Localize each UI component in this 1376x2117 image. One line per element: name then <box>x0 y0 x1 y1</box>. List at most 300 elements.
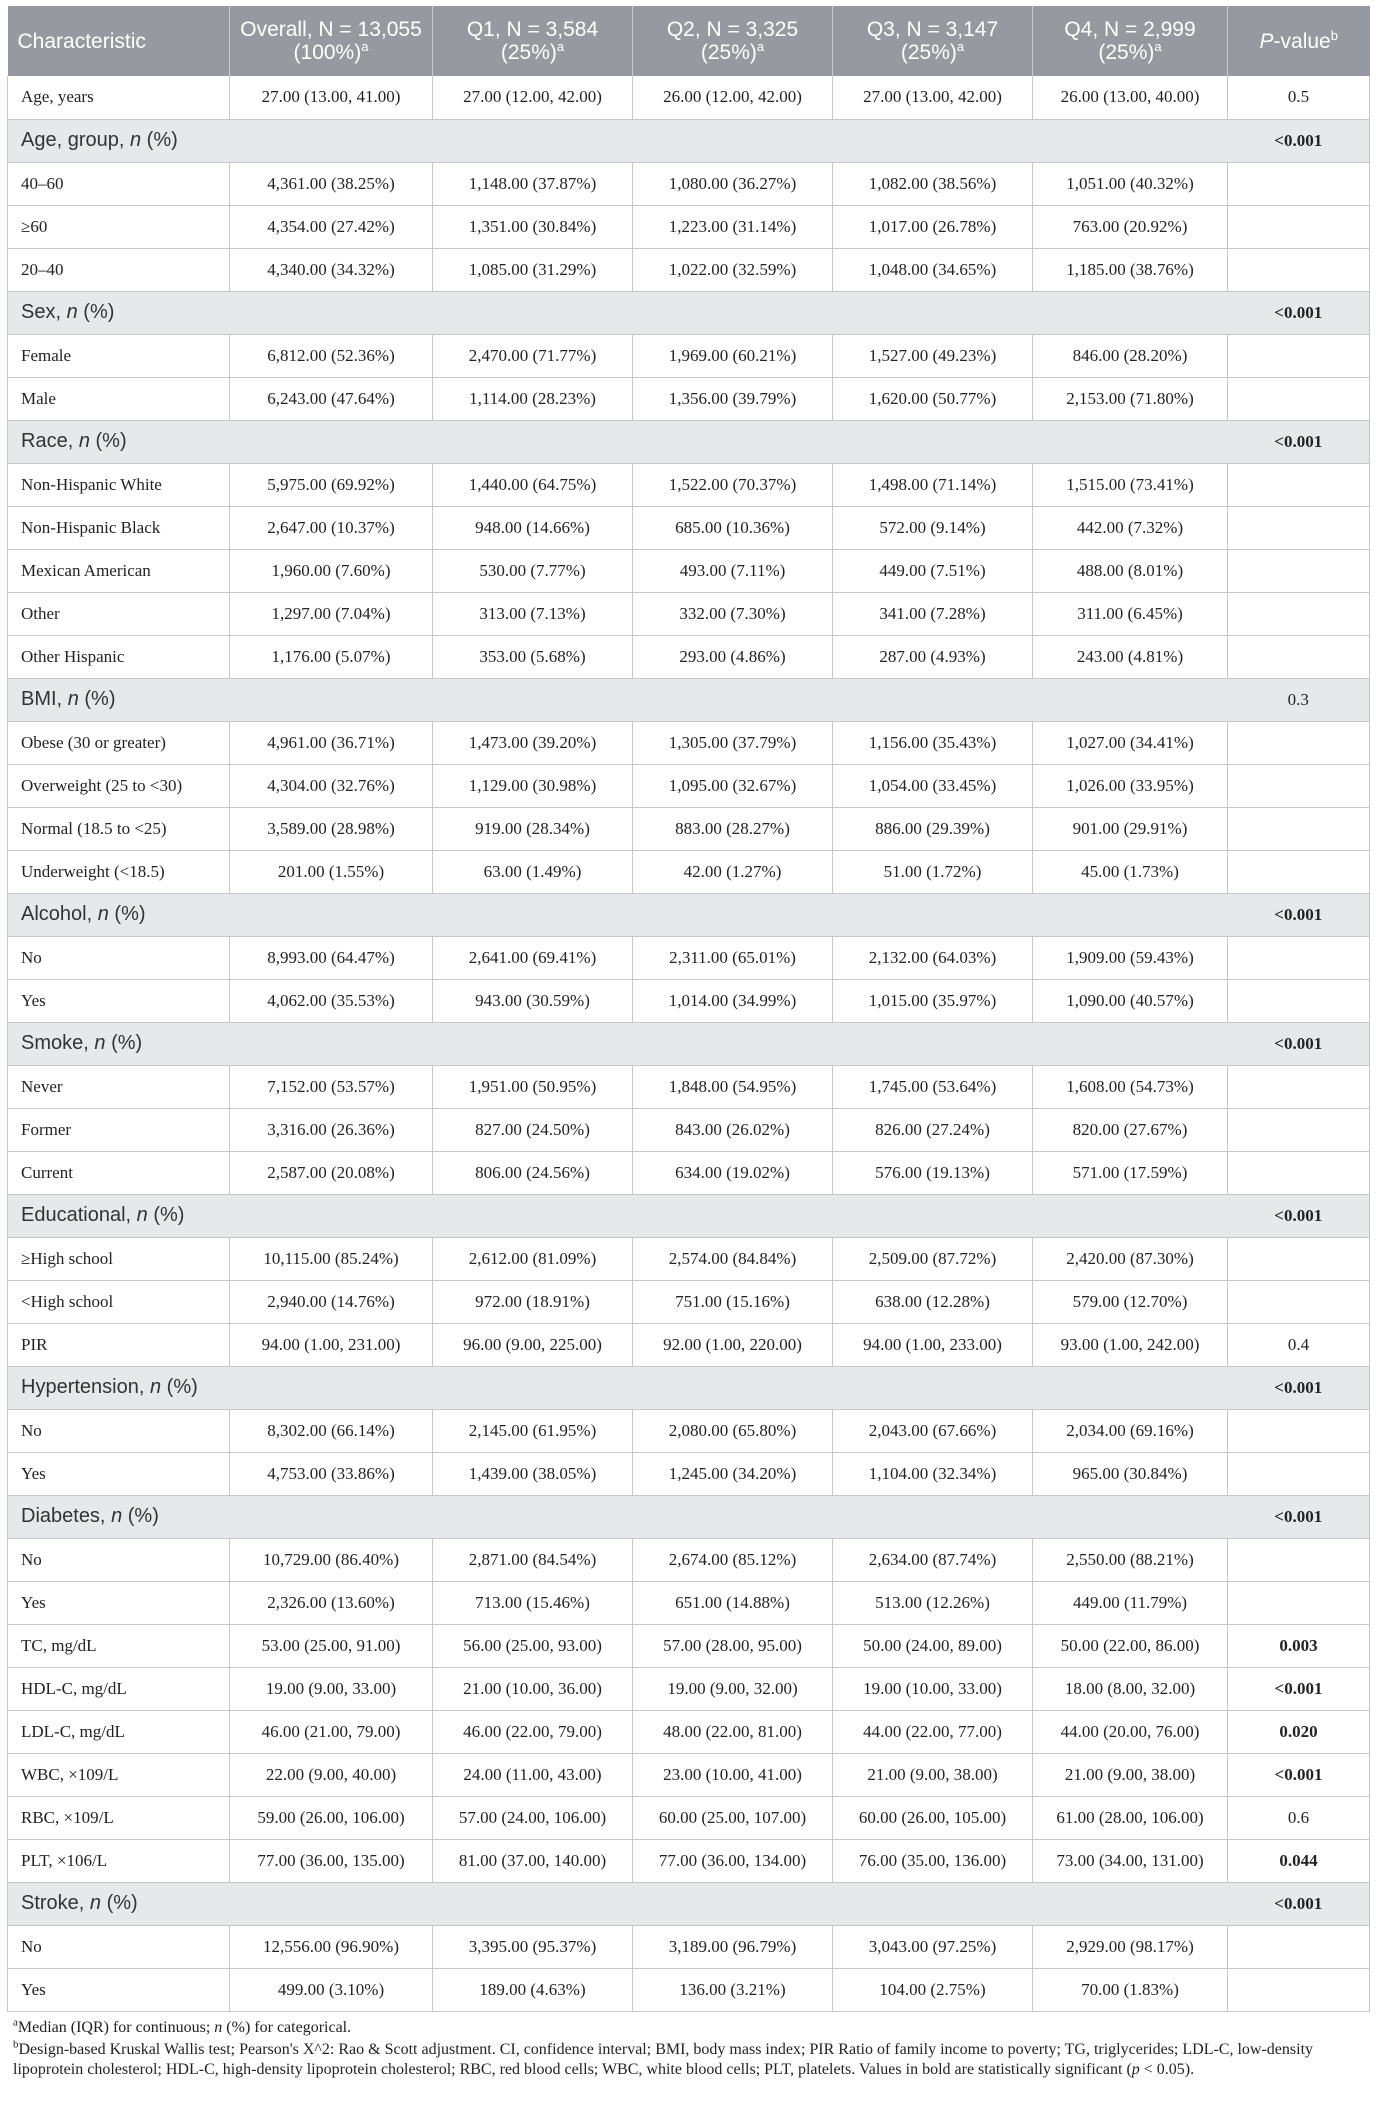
table-row <box>8 1452 1370 1495</box>
p-value-cell: <0.001 <box>1228 119 1370 162</box>
p-value-cell <box>1228 979 1370 1022</box>
overall-cell: 1,176.00 (5.07%) <box>230 635 433 678</box>
q2-cell: 1,245.00 (34.20%) <box>633 1452 833 1495</box>
q3-cell: 1,745.00 (53.64%) <box>833 1065 1033 1108</box>
q4-cell: 93.00 (1.00, 242.00) <box>1033 1323 1228 1366</box>
row-label: No <box>8 1409 230 1452</box>
group-label: Stroke, n (%) <box>8 1882 1228 1925</box>
row-label: Yes <box>8 1452 230 1495</box>
table-row <box>8 205 1370 248</box>
q3-cell: 51.00 (1.72%) <box>833 850 1033 893</box>
group-header-row <box>8 1495 1370 1538</box>
row-label: Yes <box>8 1581 230 1624</box>
row-label: LDL-C, mg/dL <box>8 1710 230 1753</box>
overall-cell: 2,647.00 (10.37%) <box>230 506 433 549</box>
table-row <box>8 76 1370 119</box>
q3-cell: 1,156.00 (35.43%) <box>833 721 1033 764</box>
row-label: Female <box>8 334 230 377</box>
p-value-cell: <0.001 <box>1228 1882 1370 1925</box>
q3-cell: 1,015.00 (35.97%) <box>833 979 1033 1022</box>
q1-cell: 530.00 (7.77%) <box>433 549 633 592</box>
overall-cell: 7,152.00 (53.57%) <box>230 1065 433 1108</box>
row-label: Overweight (25 to <30) <box>8 764 230 807</box>
q1-cell: 1,440.00 (64.75%) <box>433 463 633 506</box>
row-label: Normal (18.5 to <25) <box>8 807 230 850</box>
q4-cell: 1,051.00 (40.32%) <box>1033 162 1228 205</box>
q2-cell: 685.00 (10.36%) <box>633 506 833 549</box>
q3-cell: 50.00 (24.00, 89.00) <box>833 1624 1033 1667</box>
q4-cell: 449.00 (11.79%) <box>1033 1581 1228 1624</box>
q3-cell: 1,048.00 (34.65%) <box>833 248 1033 291</box>
row-label: No <box>8 1925 230 1968</box>
q3-cell: 2,043.00 (67.66%) <box>833 1409 1033 1452</box>
group-header-row <box>8 1022 1370 1065</box>
q3-cell: 287.00 (4.93%) <box>833 635 1033 678</box>
q3-cell: 76.00 (35.00, 136.00) <box>833 1839 1033 1882</box>
overall-cell: 1,960.00 (7.60%) <box>230 549 433 592</box>
q4-cell: 2,153.00 (71.80%) <box>1033 377 1228 420</box>
q2-cell: 92.00 (1.00, 220.00) <box>633 1323 833 1366</box>
row-label: 40–60 <box>8 162 230 205</box>
group-label: BMI, n (%) <box>8 678 1228 721</box>
table-row <box>8 1839 1370 1882</box>
q1-cell: 1,114.00 (28.23%) <box>433 377 633 420</box>
q2-cell: 2,080.00 (65.80%) <box>633 1409 833 1452</box>
q3-cell: 826.00 (27.24%) <box>833 1108 1033 1151</box>
table-row <box>8 764 1370 807</box>
q4-cell: 2,929.00 (98.17%) <box>1033 1925 1228 1968</box>
table-row <box>8 1925 1370 1968</box>
q1-cell: 2,871.00 (84.54%) <box>433 1538 633 1581</box>
overall-cell: 27.00 (13.00, 41.00) <box>230 76 433 119</box>
q3-cell: 638.00 (12.28%) <box>833 1280 1033 1323</box>
group-header-row <box>8 893 1370 936</box>
q1-cell: 1,085.00 (31.29%) <box>433 248 633 291</box>
header-q1: Q1, N = 3,584 $(25\%)^a$ <box>433 6 633 76</box>
group-label: Diabetes, n (%) <box>8 1495 1228 1538</box>
row-label: No <box>8 1538 230 1581</box>
q4-cell: 846.00 (28.20%) <box>1033 334 1228 377</box>
p-value-cell <box>1228 592 1370 635</box>
p-value-cell <box>1228 764 1370 807</box>
p-value-cell <box>1228 807 1370 850</box>
q3-cell: 1,082.00 (38.56%) <box>833 162 1033 205</box>
table-row <box>8 1409 1370 1452</box>
row-label: Never <box>8 1065 230 1108</box>
overall-cell: 10,115.00 (85.24%) <box>230 1237 433 1280</box>
q4-cell: 1,515.00 (73.41%) <box>1033 463 1228 506</box>
p-value-cell: 0.5 <box>1228 76 1370 119</box>
q2-cell: 1,969.00 (60.21%) <box>633 334 833 377</box>
p-value-cell: 0.003 <box>1228 1624 1370 1667</box>
row-label: HDL-C, mg/dL <box>8 1667 230 1710</box>
q1-cell: 96.00 (9.00, 225.00) <box>433 1323 633 1366</box>
q4-cell: 26.00 (13.00, 40.00) <box>1033 76 1228 119</box>
p-value-cell <box>1228 463 1370 506</box>
q2-cell: 634.00 (19.02%) <box>633 1151 833 1194</box>
q1-cell: 2,641.00 (69.41%) <box>433 936 633 979</box>
q2-cell: 843.00 (26.02%) <box>633 1108 833 1151</box>
q1-cell: 46.00 (22.00, 79.00) <box>433 1710 633 1753</box>
q2-cell: 1,356.00 (39.79%) <box>633 377 833 420</box>
q4-cell: 965.00 (30.84%) <box>1033 1452 1228 1495</box>
overall-cell: 4,753.00 (33.86%) <box>230 1452 433 1495</box>
q3-cell: 572.00 (9.14%) <box>833 506 1033 549</box>
q4-cell: 579.00 (12.70%) <box>1033 1280 1228 1323</box>
characteristics-table <box>7 6 1370 2012</box>
table-row <box>8 248 1370 291</box>
group-header-row <box>8 420 1370 463</box>
p-value-cell <box>1228 162 1370 205</box>
header-q2: Q2, N = 3,325 $(25\%)^a$ <box>633 6 833 76</box>
overall-cell: 4,961.00 (36.71%) <box>230 721 433 764</box>
q3-cell: 2,509.00 (87.72%) <box>833 1237 1033 1280</box>
q3-cell: 3,043.00 (97.25%) <box>833 1925 1033 1968</box>
overall-cell: 2,587.00 (20.08%) <box>230 1151 433 1194</box>
overall-cell: 2,326.00 (13.60%) <box>230 1581 433 1624</box>
table-row <box>8 162 1370 205</box>
q4-cell: 901.00 (29.91%) <box>1033 807 1228 850</box>
p-value-cell <box>1228 1237 1370 1280</box>
header-p-value: P-value$^b$ <box>1228 6 1370 76</box>
q2-cell: 293.00 (4.86%) <box>633 635 833 678</box>
p-value-cell: <0.001 <box>1228 893 1370 936</box>
header-q4: Q4, N = 2,999 $(25\%)^a$ <box>1033 6 1228 76</box>
q2-cell: 883.00 (28.27%) <box>633 807 833 850</box>
table-row <box>8 1667 1370 1710</box>
q2-cell: 1,305.00 (37.79%) <box>633 721 833 764</box>
q2-cell: 2,574.00 (84.84%) <box>633 1237 833 1280</box>
q3-cell: 21.00 (9.00, 38.00) <box>833 1753 1033 1796</box>
p-value-cell: <0.001 <box>1228 1667 1370 1710</box>
table-row <box>8 1796 1370 1839</box>
overall-cell: 8,302.00 (66.14%) <box>230 1409 433 1452</box>
overall-cell: 3,316.00 (26.36%) <box>230 1108 433 1151</box>
overall-cell: 4,354.00 (27.42%) <box>230 205 433 248</box>
p-value-cell <box>1228 248 1370 291</box>
q2-cell: 1,080.00 (36.27%) <box>633 162 833 205</box>
row-label: Current <box>8 1151 230 1194</box>
row-label: TC, mg/dL <box>8 1624 230 1667</box>
group-label: Alcohol, n (%) <box>8 893 1228 936</box>
table-row <box>8 592 1370 635</box>
overall-cell: 1,297.00 (7.04%) <box>230 592 433 635</box>
q3-cell: 1,620.00 (50.77%) <box>833 377 1033 420</box>
q1-cell: 943.00 (30.59%) <box>433 979 633 1022</box>
table-row <box>8 979 1370 1022</box>
q1-cell: 713.00 (15.46%) <box>433 1581 633 1624</box>
table-row <box>8 1237 1370 1280</box>
row-label: Former <box>8 1108 230 1151</box>
q3-cell: 1,498.00 (71.14%) <box>833 463 1033 506</box>
q1-cell: 2,612.00 (81.09%) <box>433 1237 633 1280</box>
q4-cell: 45.00 (1.73%) <box>1033 850 1228 893</box>
row-label: Male <box>8 377 230 420</box>
q1-cell: 2,145.00 (61.95%) <box>433 1409 633 1452</box>
p-value-cell: <0.001 <box>1228 291 1370 334</box>
q2-cell: 48.00 (22.00, 81.00) <box>633 1710 833 1753</box>
table-row <box>8 807 1370 850</box>
overall-cell: 5,975.00 (69.92%) <box>230 463 433 506</box>
q3-cell: 2,132.00 (64.03%) <box>833 936 1033 979</box>
overall-cell: 4,361.00 (38.25%) <box>230 162 433 205</box>
table-row <box>8 334 1370 377</box>
q3-cell: 104.00 (2.75%) <box>833 1968 1033 2011</box>
table-row <box>8 721 1370 764</box>
q1-cell: 1,351.00 (30.84%) <box>433 205 633 248</box>
row-label: Non-Hispanic Black <box>8 506 230 549</box>
table-container <box>7 6 1369 2082</box>
row-label: No <box>8 936 230 979</box>
q2-cell: 3,189.00 (96.79%) <box>633 1925 833 1968</box>
row-label: ≥60 <box>8 205 230 248</box>
q3-cell: 60.00 (26.00, 105.00) <box>833 1796 1033 1839</box>
table-row <box>8 1624 1370 1667</box>
table-row <box>8 635 1370 678</box>
table-row <box>8 1710 1370 1753</box>
q1-cell: 827.00 (24.50%) <box>433 1108 633 1151</box>
table-row <box>8 1151 1370 1194</box>
q4-cell: 1,909.00 (59.43%) <box>1033 936 1228 979</box>
q2-cell: 77.00 (36.00, 134.00) <box>633 1839 833 1882</box>
q4-cell: 1,608.00 (54.73%) <box>1033 1065 1228 1108</box>
q4-cell: 50.00 (22.00, 86.00) <box>1033 1624 1228 1667</box>
q1-cell: 1,951.00 (50.95%) <box>433 1065 633 1108</box>
overall-cell: 59.00 (26.00, 106.00) <box>230 1796 433 1839</box>
row-label: Obese (30 or greater) <box>8 721 230 764</box>
overall-cell: 53.00 (25.00, 91.00) <box>230 1624 433 1667</box>
q1-cell: 1,148.00 (37.87%) <box>433 162 633 205</box>
p-value-cell <box>1228 1065 1370 1108</box>
overall-cell: 22.00 (9.00, 40.00) <box>230 1753 433 1796</box>
group-header-row <box>8 678 1370 721</box>
p-value-cell: 0.6 <box>1228 1796 1370 1839</box>
p-value-cell: <0.001 <box>1228 1194 1370 1237</box>
table-row <box>8 377 1370 420</box>
q1-cell: 1,129.00 (30.98%) <box>433 764 633 807</box>
q2-cell: 751.00 (15.16%) <box>633 1280 833 1323</box>
q3-cell: 341.00 (7.28%) <box>833 592 1033 635</box>
row-label: ≥High school <box>8 1237 230 1280</box>
p-value-cell <box>1228 850 1370 893</box>
q4-cell: 61.00 (28.00, 106.00) <box>1033 1796 1228 1839</box>
p-value-cell <box>1228 1968 1370 2011</box>
p-value-cell: <0.001 <box>1228 1753 1370 1796</box>
p-value-cell <box>1228 334 1370 377</box>
row-label: Non-Hispanic White <box>8 463 230 506</box>
q1-cell: 806.00 (24.56%) <box>433 1151 633 1194</box>
footnote-b: $^b$Design-based Kruskal Wallis test; Pearson's X^2: Rao & Scott adjustment. CI, confidence interval; BMI, body mass index; PIR Ratio of family income to poverty; TG, triglycerides; LDL-C, low-density lipoprotein cholesterol; HDL-C, high-density lipoprotein cholesterol; RBC, red blood cells; WBC, white blood cells; PLT, platelets. Values in bold are statistically significant (p < 0.05). <box>13 2038 1314 2078</box>
q3-cell: 2,634.00 (87.74%) <box>833 1538 1033 1581</box>
q3-cell: 576.00 (19.13%) <box>833 1151 1033 1194</box>
table-footnotes <box>7 2018 1365 2080</box>
p-value-cell <box>1228 1538 1370 1581</box>
row-label: Mexican American <box>8 549 230 592</box>
row-label: Underweight (<18.5) <box>8 850 230 893</box>
q4-cell: 1,090.00 (40.57%) <box>1033 979 1228 1022</box>
table-row <box>8 850 1370 893</box>
p-value-cell: 0.020 <box>1228 1710 1370 1753</box>
q4-cell: 21.00 (9.00, 38.00) <box>1033 1753 1228 1796</box>
table-body <box>8 76 1370 2011</box>
p-value-cell: <0.001 <box>1228 1366 1370 1409</box>
row-label: Other <box>8 592 230 635</box>
group-header-row <box>8 291 1370 334</box>
q1-cell: 2,470.00 (71.77%) <box>433 334 633 377</box>
p-value-cell <box>1228 635 1370 678</box>
group-label: Smoke, n (%) <box>8 1022 1228 1065</box>
q3-cell: 886.00 (29.39%) <box>833 807 1033 850</box>
overall-cell: 4,062.00 (35.53%) <box>230 979 433 1022</box>
overall-cell: 6,812.00 (52.36%) <box>230 334 433 377</box>
table-row <box>8 1753 1370 1796</box>
q1-cell: 919.00 (28.34%) <box>433 807 633 850</box>
q2-cell: 136.00 (3.21%) <box>633 1968 833 2011</box>
p-value-cell: <0.001 <box>1228 1022 1370 1065</box>
q1-cell: 1,473.00 (39.20%) <box>433 721 633 764</box>
q4-cell: 488.00 (8.01%) <box>1033 549 1228 592</box>
row-label: Yes <box>8 1968 230 2011</box>
table-row <box>8 506 1370 549</box>
q2-cell: 332.00 (7.30%) <box>633 592 833 635</box>
q4-cell: 571.00 (17.59%) <box>1033 1151 1228 1194</box>
q3-cell: 19.00 (10.00, 33.00) <box>833 1667 1033 1710</box>
p-value-cell: <0.001 <box>1228 420 1370 463</box>
overall-cell: 46.00 (21.00, 79.00) <box>230 1710 433 1753</box>
table-row <box>8 1538 1370 1581</box>
p-value-cell <box>1228 1108 1370 1151</box>
overall-cell: 4,304.00 (32.76%) <box>230 764 433 807</box>
q4-cell: 763.00 (20.92%) <box>1033 205 1228 248</box>
overall-cell: 19.00 (9.00, 33.00) <box>230 1667 433 1710</box>
group-label: Educational, n (%) <box>8 1194 1228 1237</box>
group-label: Hypertension, n (%) <box>8 1366 1228 1409</box>
q4-cell: 2,034.00 (69.16%) <box>1033 1409 1228 1452</box>
group-header-row <box>8 1882 1370 1925</box>
q1-cell: 972.00 (18.91%) <box>433 1280 633 1323</box>
table-header <box>8 6 1370 76</box>
q2-cell: 42.00 (1.27%) <box>633 850 833 893</box>
row-label: WBC, ×109/L <box>8 1753 230 1796</box>
p-value-cell <box>1228 936 1370 979</box>
row-label: RBC, ×109/L <box>8 1796 230 1839</box>
p-value-cell: 0.4 <box>1228 1323 1370 1366</box>
overall-cell: 4,340.00 (34.32%) <box>230 248 433 291</box>
table-row <box>8 1280 1370 1323</box>
q4-cell: 1,027.00 (34.41%) <box>1033 721 1228 764</box>
group-header-row <box>8 1194 1370 1237</box>
row-label: 20–40 <box>8 248 230 291</box>
p-value-cell <box>1228 377 1370 420</box>
overall-cell: 2,940.00 (14.76%) <box>230 1280 433 1323</box>
q4-cell: 442.00 (7.32%) <box>1033 506 1228 549</box>
q4-cell: 2,420.00 (87.30%) <box>1033 1237 1228 1280</box>
q4-cell: 820.00 (27.67%) <box>1033 1108 1228 1151</box>
p-value-cell <box>1228 1409 1370 1452</box>
q2-cell: 1,014.00 (34.99%) <box>633 979 833 1022</box>
row-label: <High school <box>8 1280 230 1323</box>
q1-cell: 189.00 (4.63%) <box>433 1968 633 2011</box>
group-label: Sex, n (%) <box>8 291 1228 334</box>
q1-cell: 24.00 (11.00, 43.00) <box>433 1753 633 1796</box>
q3-cell: 94.00 (1.00, 233.00) <box>833 1323 1033 1366</box>
q4-cell: 70.00 (1.83%) <box>1033 1968 1228 2011</box>
q2-cell: 23.00 (10.00, 41.00) <box>633 1753 833 1796</box>
q3-cell: 1,017.00 (26.78%) <box>833 205 1033 248</box>
q2-cell: 651.00 (14.88%) <box>633 1581 833 1624</box>
p-value-cell: 0.3 <box>1228 678 1370 721</box>
row-label: PLT, ×106/L <box>8 1839 230 1882</box>
row-label: Other Hispanic <box>8 635 230 678</box>
p-value-cell <box>1228 506 1370 549</box>
q3-cell: 27.00 (13.00, 42.00) <box>833 76 1033 119</box>
q1-cell: 1,439.00 (38.05%) <box>433 1452 633 1495</box>
q4-cell: 44.00 (20.00, 76.00) <box>1033 1710 1228 1753</box>
group-header-row <box>8 1366 1370 1409</box>
table-row <box>8 1323 1370 1366</box>
q4-cell: 18.00 (8.00, 32.00) <box>1033 1667 1228 1710</box>
p-value-cell <box>1228 1581 1370 1624</box>
p-value-cell <box>1228 1151 1370 1194</box>
q3-cell: 1,104.00 (32.34%) <box>833 1452 1033 1495</box>
overall-cell: 6,243.00 (47.64%) <box>230 377 433 420</box>
p-value-cell <box>1228 549 1370 592</box>
q2-cell: 1,522.00 (70.37%) <box>633 463 833 506</box>
row-label: Yes <box>8 979 230 1022</box>
group-header-row <box>8 119 1370 162</box>
overall-cell: 3,589.00 (28.98%) <box>230 807 433 850</box>
q2-cell: 26.00 (12.00, 42.00) <box>633 76 833 119</box>
q2-cell: 1,223.00 (31.14%) <box>633 205 833 248</box>
overall-cell: 201.00 (1.55%) <box>230 850 433 893</box>
q1-cell: 57.00 (24.00, 106.00) <box>433 1796 633 1839</box>
overall-cell: 8,993.00 (64.47%) <box>230 936 433 979</box>
q2-cell: 1,848.00 (54.95%) <box>633 1065 833 1108</box>
table-row <box>8 936 1370 979</box>
overall-cell: 94.00 (1.00, 231.00) <box>230 1323 433 1366</box>
header-characteristic: Characteristic <box>8 6 230 76</box>
p-value-cell: <0.001 <box>1228 1495 1370 1538</box>
q3-cell: 44.00 (22.00, 77.00) <box>833 1710 1033 1753</box>
p-value-cell <box>1228 1452 1370 1495</box>
p-value-cell <box>1228 205 1370 248</box>
q2-cell: 493.00 (7.11%) <box>633 549 833 592</box>
q4-cell: 73.00 (34.00, 131.00) <box>1033 1839 1228 1882</box>
q2-cell: 60.00 (25.00, 107.00) <box>633 1796 833 1839</box>
table-row <box>8 1968 1370 2011</box>
q2-cell: 19.00 (9.00, 32.00) <box>633 1667 833 1710</box>
overall-cell: 10,729.00 (86.40%) <box>230 1538 433 1581</box>
q4-cell: 1,185.00 (38.76%) <box>1033 248 1228 291</box>
p-value-cell <box>1228 1280 1370 1323</box>
table-row <box>8 1581 1370 1624</box>
q3-cell: 1,527.00 (49.23%) <box>833 334 1033 377</box>
q3-cell: 513.00 (12.26%) <box>833 1581 1033 1624</box>
q4-cell: 1,026.00 (33.95%) <box>1033 764 1228 807</box>
q1-cell: 3,395.00 (95.37%) <box>433 1925 633 1968</box>
q2-cell: 2,311.00 (65.01%) <box>633 936 833 979</box>
q1-cell: 81.00 (37.00, 140.00) <box>433 1839 633 1882</box>
table-row <box>8 1065 1370 1108</box>
p-value-cell: 0.044 <box>1228 1839 1370 1882</box>
q1-cell: 63.00 (1.49%) <box>433 850 633 893</box>
q3-cell: 449.00 (7.51%) <box>833 549 1033 592</box>
q2-cell: 57.00 (28.00, 95.00) <box>633 1624 833 1667</box>
header-q3: Q3, N = 3,147 $(25\%)^a$ <box>833 6 1033 76</box>
q2-cell: 1,022.00 (32.59%) <box>633 248 833 291</box>
q1-cell: 353.00 (5.68%) <box>433 635 633 678</box>
p-value-cell <box>1228 1925 1370 1968</box>
